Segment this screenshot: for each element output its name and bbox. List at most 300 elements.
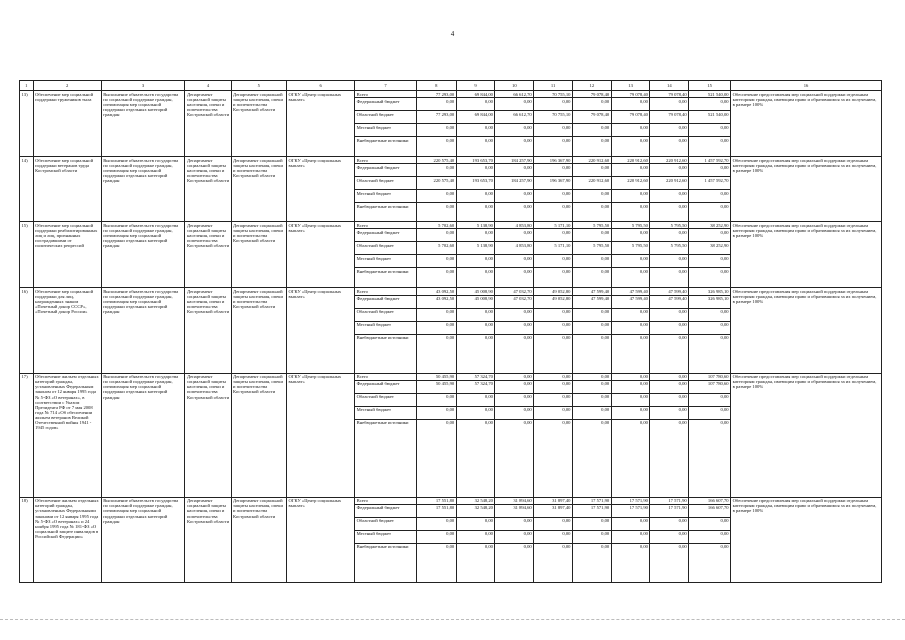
funding-source-label: Федеральный бюджет: [355, 164, 417, 177]
amount-cell: 0,00: [650, 543, 689, 582]
row-number: 18): [20, 497, 34, 582]
amount-cell: 0,00: [650, 373, 689, 380]
amount-cell: 0,00: [456, 229, 495, 242]
amount-cell: 0,00: [534, 137, 573, 157]
recipient: ОГКУ «Центр социальных выплат»: [287, 91, 355, 157]
column-header: 4: [185, 81, 231, 91]
header-row: [20, 81, 882, 91]
expected-result: Обеспечение предоставления мер социальной поддержки отдельным категориям граждан, имеющим право и обратившимся за их получением, в размере 100%: [731, 222, 882, 288]
amount-cell: 220 912,60: [572, 177, 611, 190]
amount-cell: 0,00: [650, 393, 689, 406]
executor: Департамент социальной защиты населения, опеки и попечительства Костромской области: [185, 497, 231, 582]
amount-cell: 0,00: [495, 334, 534, 373]
amount-cell: 0,00: [650, 321, 689, 334]
measure-name: Обеспечение мер социальной поддержки тружеников тыла: [33, 91, 101, 157]
amount-cell: 107 780,60: [689, 373, 731, 380]
amount-cell: 0,00: [611, 321, 650, 334]
amount-cell: 47 599,40: [650, 295, 689, 308]
amount-cell: 0,00: [611, 380, 650, 393]
amount-cell: 0,00: [611, 137, 650, 157]
amount-cell: 79 078,40: [572, 91, 611, 98]
amount-cell: 0,00: [534, 321, 573, 334]
amount-cell: 0,00: [534, 190, 573, 203]
amount-cell: 0,00: [495, 255, 534, 268]
amount-cell: 0,00: [534, 373, 573, 380]
measure-content: Выполнение обязательств государства по социальной поддержке граждан, оптимизация мер социальной поддержки отдельных категорий граждан: [101, 288, 185, 373]
amount-cell: 521 540,00: [689, 91, 731, 98]
amount-cell: 45 008,90: [456, 295, 495, 308]
funding-source-label: Федеральный бюджет: [355, 98, 417, 111]
amount-cell: 0,00: [611, 203, 650, 222]
amount-cell: 0,00: [572, 203, 611, 222]
amount-cell: 0,00: [572, 321, 611, 334]
amount-cell: 0,00: [611, 543, 650, 582]
amount-cell: 107 780,60: [689, 380, 731, 393]
amount-cell: 5 795,50: [650, 222, 689, 229]
amount-cell: 0,00: [572, 255, 611, 268]
amount-cell: 0,00: [495, 190, 534, 203]
amount-cell: 0,00: [650, 334, 689, 373]
amount-cell: 0,00: [456, 393, 495, 406]
amount-cell: 4 853,80: [495, 222, 534, 229]
amount-cell: 47 599,40: [572, 288, 611, 295]
measure-name: Обеспечение мер социальной поддержки реабилитированных лиц и лиц, признанных пострадавшими от политических репрессий: [33, 222, 101, 288]
column-header: 3: [101, 81, 185, 91]
amount-cell: 196 367,90: [534, 177, 573, 190]
measure-content: Выполнение обязательств государства по социальной поддержке граждан, оптимизация мер социальной поддержки отдельных категорий граждан: [101, 497, 185, 582]
amount-cell: 5 138,90: [456, 242, 495, 255]
amount-cell: 193 653,70: [456, 157, 495, 164]
amount-cell: 0,00: [416, 321, 456, 334]
amount-cell: 0,00: [416, 268, 456, 288]
amount-cell: 45 008,90: [456, 288, 495, 295]
amount-cell: 0,00: [534, 308, 573, 321]
amount-cell: 47 032,70: [495, 288, 534, 295]
amount-cell: 0,00: [611, 373, 650, 380]
amount-cell: 0,00: [611, 190, 650, 203]
amount-cell: 0,00: [572, 190, 611, 203]
amount-cell: 38 252,90: [689, 242, 731, 255]
column-header: 13: [611, 81, 650, 91]
amount-cell: 0,00: [495, 517, 534, 530]
amount-cell: 0,00: [611, 255, 650, 268]
scan-edge-divider: [0, 619, 905, 621]
amount-cell: 50 455,90: [416, 380, 456, 393]
measure-name: Обеспечение мер социальной поддержки ветеранов труда Костромской области: [33, 157, 101, 222]
amount-cell: 0,00: [534, 268, 573, 288]
amount-cell: 31 894,60: [495, 504, 534, 517]
amount-cell: 220 912,60: [611, 177, 650, 190]
funding-source-label: Внебюджетные источники: [355, 334, 417, 373]
amount-cell: 0,00: [456, 203, 495, 222]
amount-cell: 0,00: [689, 229, 731, 242]
recipient: ОГКУ «Центр социальных выплат»: [287, 373, 355, 497]
amount-cell: 0,00: [456, 268, 495, 288]
amount-cell: 0,00: [650, 406, 689, 419]
column-header: 15: [689, 81, 731, 91]
amount-cell: 5 795,50: [572, 242, 611, 255]
amount-cell: 69 844,00: [456, 111, 495, 124]
amount-cell: 79 078,40: [611, 91, 650, 98]
column-header: 12: [572, 81, 611, 91]
funding-source-label: Всего: [355, 157, 417, 164]
amount-cell: 0,00: [456, 98, 495, 111]
amount-cell: 0,00: [456, 321, 495, 334]
amount-cell: 220 575,40: [416, 177, 456, 190]
table-row: [20, 222, 882, 229]
measure-content: Выполнение обязательств государства по социальной поддержке граждан, оптимизация мер социальной поддержки отдельных категорий граждан: [101, 157, 185, 222]
amount-cell: 0,00: [456, 334, 495, 373]
measure-name: Обеспечение мер социальной поддержки для лиц, награжденных знаком «Почетный донор СССР», «Почетный донор России»: [33, 288, 101, 373]
amount-cell: 0,00: [689, 419, 731, 497]
amount-cell: 0,00: [572, 517, 611, 530]
amount-cell: 0,00: [495, 321, 534, 334]
funding-source-label: Внебюджетные источники: [355, 419, 417, 497]
amount-cell: 47 599,40: [611, 295, 650, 308]
amount-cell: 0,00: [456, 137, 495, 157]
amount-cell: 0,00: [689, 190, 731, 203]
amount-cell: 0,00: [572, 268, 611, 288]
amount-cell: 0,00: [495, 373, 534, 380]
amount-cell: 0,00: [572, 543, 611, 582]
amount-cell: 0,00: [534, 380, 573, 393]
amount-cell: 79 078,40: [611, 111, 650, 124]
amount-cell: 0,00: [495, 137, 534, 157]
amount-cell: 326 985,10: [689, 295, 731, 308]
column-header: 6: [287, 81, 355, 91]
table-body: [20, 91, 882, 583]
amount-cell: 0,00: [456, 530, 495, 543]
amount-cell: 0,00: [416, 406, 456, 419]
executor: Департамент социальной защиты населения, опеки и попечительства Костромской области: [185, 91, 231, 157]
amount-cell: 5 171,10: [534, 222, 573, 229]
amount-cell: 0,00: [572, 393, 611, 406]
amount-cell: 0,00: [650, 190, 689, 203]
amount-cell: 0,00: [572, 229, 611, 242]
amount-cell: 43 092,50: [416, 288, 456, 295]
amount-cell: 47 599,40: [572, 295, 611, 308]
amount-cell: 0,00: [572, 530, 611, 543]
amount-cell: 17 551,80: [416, 504, 456, 517]
funding-source-label: Всего: [355, 373, 417, 380]
amount-cell: 0,00: [611, 393, 650, 406]
participant: Департамент социальной защиты населения, опеки и попечительства Костромской области: [231, 222, 287, 288]
column-header: 10: [495, 81, 534, 91]
amount-cell: 0,00: [689, 203, 731, 222]
amount-cell: 0,00: [572, 164, 611, 177]
amount-cell: 31 897,40: [534, 504, 573, 517]
amount-cell: 220 912,60: [650, 157, 689, 164]
recipient: ОГКУ «Центр социальных выплат»: [287, 222, 355, 288]
funding-source-label: Внебюджетные источники: [355, 268, 417, 288]
amount-cell: 196 367,90: [534, 157, 573, 164]
expected-result: Обеспечение предоставления мер социальной поддержки отдельным категориям граждан, имеющим право и обратившимся за их получением, в размере 100%: [731, 157, 882, 222]
column-header: 7: [355, 81, 417, 91]
amount-cell: 17 571,90: [611, 497, 650, 504]
amount-cell: 0,00: [416, 98, 456, 111]
amount-cell: 0,00: [495, 393, 534, 406]
amount-cell: 166 607,70: [689, 497, 731, 504]
funding-source-label: Всего: [355, 497, 417, 504]
amount-cell: 66 612,70: [495, 91, 534, 98]
funding-source-label: Федеральный бюджет: [355, 504, 417, 517]
amount-cell: 0,00: [495, 164, 534, 177]
amount-cell: 32 548,20: [456, 504, 495, 517]
amount-cell: 32 548,20: [456, 497, 495, 504]
column-header: 1: [20, 81, 34, 91]
amount-cell: 0,00: [689, 393, 731, 406]
amount-cell: 57 324,70: [456, 373, 495, 380]
amount-cell: 0,00: [650, 229, 689, 242]
amount-cell: 0,00: [416, 530, 456, 543]
amount-cell: 0,00: [689, 530, 731, 543]
participant: Департамент социальной защиты населения, опеки и попечительства Костромской области: [231, 373, 287, 497]
amount-cell: 0,00: [650, 124, 689, 137]
funding-source-label: Внебюджетные источники: [355, 203, 417, 222]
amount-cell: 184 257,90: [495, 177, 534, 190]
amount-cell: 0,00: [572, 98, 611, 111]
amount-cell: 0,00: [534, 393, 573, 406]
amount-cell: 57 324,70: [456, 380, 495, 393]
amount-cell: 0,00: [650, 419, 689, 497]
amount-cell: 0,00: [689, 406, 731, 419]
amount-cell: 0,00: [456, 190, 495, 203]
expected-result: Обеспечение предоставления мер социальной поддержки отдельным категориям граждан, имеющим право и обратившимся за их получением, в размере 100%: [731, 91, 882, 157]
amount-cell: 0,00: [689, 543, 731, 582]
amount-cell: 0,00: [456, 419, 495, 497]
measure-content: Выполнение обязательств государства по социальной поддержке граждан, оптимизация мер социальной поддержки отдельных категорий граждан: [101, 222, 185, 288]
amount-cell: 31 894,60: [495, 497, 534, 504]
amount-cell: 0,00: [611, 268, 650, 288]
amount-cell: 0,00: [689, 164, 731, 177]
amount-cell: 184 257,90: [495, 157, 534, 164]
amount-cell: 79 078,40: [650, 91, 689, 98]
amount-cell: 0,00: [650, 308, 689, 321]
row-number: 17): [20, 373, 34, 497]
amount-cell: 1 457 592,70: [689, 157, 731, 164]
amount-cell: 0,00: [456, 543, 495, 582]
amount-cell: 0,00: [495, 530, 534, 543]
amount-cell: 0,00: [650, 517, 689, 530]
amount-cell: 0,00: [611, 419, 650, 497]
amount-cell: 17 571,90: [572, 497, 611, 504]
funding-source-label: Всего: [355, 91, 417, 98]
amount-cell: 193 653,70: [456, 177, 495, 190]
recipient: ОГКУ «Центр социальных выплат»: [287, 157, 355, 222]
amount-cell: 49 052,80: [534, 288, 573, 295]
amount-cell: 0,00: [650, 380, 689, 393]
amount-cell: 0,00: [416, 229, 456, 242]
amount-cell: 0,00: [495, 229, 534, 242]
amount-cell: 0,00: [534, 98, 573, 111]
amount-cell: 0,00: [611, 164, 650, 177]
amount-cell: 0,00: [416, 393, 456, 406]
amount-cell: 0,00: [495, 124, 534, 137]
amount-cell: 0,00: [689, 268, 731, 288]
amount-cell: 0,00: [650, 268, 689, 288]
executor: Департамент социальной защиты населения, опеки и попечительства Костромской области: [185, 288, 231, 373]
amount-cell: 0,00: [495, 308, 534, 321]
funding-source-label: Областной бюджет: [355, 177, 417, 190]
amount-cell: 17 571,90: [650, 504, 689, 517]
funding-source-label: Областной бюджет: [355, 111, 417, 124]
amount-cell: 0,00: [416, 543, 456, 582]
funding-source-label: Всего: [355, 222, 417, 229]
amount-cell: 0,00: [611, 406, 650, 419]
amount-cell: 0,00: [572, 124, 611, 137]
page-number: 4: [450, 30, 455, 38]
amount-cell: 0,00: [611, 517, 650, 530]
amount-cell: 0,00: [689, 98, 731, 111]
amount-cell: 0,00: [689, 124, 731, 137]
amount-cell: 0,00: [416, 203, 456, 222]
amount-cell: 1 457 592,70: [689, 177, 731, 190]
amount-cell: 0,00: [495, 268, 534, 288]
amount-cell: 17 571,90: [611, 504, 650, 517]
amount-cell: 220 912,60: [650, 177, 689, 190]
amount-cell: 0,00: [416, 137, 456, 157]
amount-cell: 0,00: [611, 98, 650, 111]
expected-result: Обеспечение предоставления мер социальной поддержки отдельным категориям граждан, имеющим право и обратившимся за их получением, в размере 100%: [731, 288, 882, 373]
program-table: [19, 80, 882, 583]
funding-source-label: Областной бюджет: [355, 393, 417, 406]
amount-cell: 0,00: [416, 190, 456, 203]
amount-cell: 166 607,70: [689, 504, 731, 517]
funding-source-label: Всего: [355, 288, 417, 295]
amount-cell: 0,00: [689, 137, 731, 157]
amount-cell: 0,00: [495, 380, 534, 393]
participant: Департамент социальной защиты населения, опеки и попечительства Костромской области: [231, 157, 287, 222]
amount-cell: 0,00: [534, 543, 573, 582]
amount-cell: 5 171,10: [534, 242, 573, 255]
funding-source-label: Местный бюджет: [355, 406, 417, 419]
funding-source-label: Внебюджетные источники: [355, 543, 417, 582]
amount-cell: 0,00: [495, 419, 534, 497]
funding-source-label: Местный бюджет: [355, 190, 417, 203]
column-header: 2: [33, 81, 101, 91]
amount-cell: 47 032,70: [495, 295, 534, 308]
amount-cell: 0,00: [534, 229, 573, 242]
amount-cell: 0,00: [534, 530, 573, 543]
funding-source-label: Областной бюджет: [355, 308, 417, 321]
amount-cell: 38 252,90: [689, 222, 731, 229]
funding-source-label: Федеральный бюджет: [355, 295, 417, 308]
amount-cell: 0,00: [416, 164, 456, 177]
amount-cell: 43 092,50: [416, 295, 456, 308]
amount-cell: 70 755,10: [534, 91, 573, 98]
amount-cell: 0,00: [572, 380, 611, 393]
amount-cell: 220 912,60: [572, 157, 611, 164]
amount-cell: 0,00: [534, 203, 573, 222]
table-row: [20, 497, 882, 504]
amount-cell: 0,00: [689, 517, 731, 530]
amount-cell: 0,00: [650, 203, 689, 222]
amount-cell: 220 575,40: [416, 157, 456, 164]
amount-cell: 69 844,00: [456, 91, 495, 98]
amount-cell: 79 078,40: [572, 111, 611, 124]
amount-cell: 521 540,00: [689, 111, 731, 124]
funding-source-label: Местный бюджет: [355, 255, 417, 268]
column-header: 5: [231, 81, 287, 91]
amount-cell: 0,00: [650, 98, 689, 111]
amount-cell: 0,00: [416, 255, 456, 268]
amount-cell: 47 599,40: [650, 288, 689, 295]
funding-source-label: Местный бюджет: [355, 321, 417, 334]
amount-cell: 0,00: [611, 530, 650, 543]
amount-cell: 17 551,80: [416, 497, 456, 504]
executor: Департамент социальной защиты населения, опеки и попечительства Костромской области: [185, 222, 231, 288]
participant: Департамент социальной защиты населения, опеки и попечительства Костромской области: [231, 497, 287, 582]
amount-cell: 0,00: [572, 334, 611, 373]
amount-cell: 0,00: [495, 406, 534, 419]
expected-result: Обеспечение предоставления мер социальной поддержки отдельным категориям граждан, имеющим право и обратившимся за их получением, в размере 100%: [731, 497, 882, 582]
amount-cell: 0,00: [572, 373, 611, 380]
amount-cell: 0,00: [416, 419, 456, 497]
amount-cell: 5 795,50: [572, 222, 611, 229]
amount-cell: 5 795,50: [611, 242, 650, 255]
amount-cell: 0,00: [572, 137, 611, 157]
amount-cell: 0,00: [456, 255, 495, 268]
amount-cell: 49 052,80: [534, 295, 573, 308]
amount-cell: 70 755,10: [534, 111, 573, 124]
amount-cell: 0,00: [534, 517, 573, 530]
amount-cell: 5 795,50: [611, 222, 650, 229]
executor: Департамент социальной защиты населения, опеки и попечительства Костромской области: [185, 373, 231, 497]
amount-cell: 0,00: [572, 406, 611, 419]
amount-cell: 0,00: [416, 334, 456, 373]
amount-cell: 50 455,90: [416, 373, 456, 380]
table-row: [20, 157, 882, 164]
amount-cell: 0,00: [689, 308, 731, 321]
amount-cell: 0,00: [456, 308, 495, 321]
row-number: 15): [20, 222, 34, 288]
amount-cell: 0,00: [534, 334, 573, 373]
amount-cell: 0,00: [456, 164, 495, 177]
measure-name: Обеспечение жильем отдельных категорий граждан, установленных Федеральным законом от 12 января 1995 года № 5-ФЗ «О ветеранах», в соответствии с Указом Президента РФ от 7 мая 2008 года № 714 «Об обеспечении жильем ветеранов Великой Отечественной войны 1941 - 1945 годов»: [33, 373, 101, 497]
amount-cell: 0,00: [534, 406, 573, 419]
amount-cell: 5 702,60: [416, 242, 456, 255]
funding-source-label: Федеральный бюджет: [355, 229, 417, 242]
column-header: 14: [650, 81, 689, 91]
measure-content: Выполнение обязательств государства по социальной поддержке граждан, оптимизация мер социальной поддержки отдельных категорий граждан: [101, 373, 185, 497]
amount-cell: 0,00: [689, 321, 731, 334]
amount-cell: 0,00: [650, 255, 689, 268]
amount-cell: 79 078,40: [650, 111, 689, 124]
amount-cell: 0,00: [416, 124, 456, 137]
table-row: [20, 288, 882, 295]
amount-cell: 0,00: [495, 98, 534, 111]
column-header: 9: [456, 81, 495, 91]
amount-cell: 0,00: [611, 124, 650, 137]
amount-cell: 0,00: [495, 203, 534, 222]
amount-cell: 47 599,40: [611, 288, 650, 295]
amount-cell: 0,00: [650, 530, 689, 543]
table-row: [20, 91, 882, 98]
amount-cell: 0,00: [689, 255, 731, 268]
amount-cell: 0,00: [416, 308, 456, 321]
amount-cell: 0,00: [534, 124, 573, 137]
recipient: ОГКУ «Центр социальных выплат»: [287, 497, 355, 582]
amount-cell: 0,00: [534, 164, 573, 177]
amount-cell: 17 571,90: [572, 504, 611, 517]
amount-cell: 0,00: [456, 517, 495, 530]
amount-cell: 5 702,60: [416, 222, 456, 229]
amount-cell: 326 985,10: [689, 288, 731, 295]
funding-source-label: Местный бюджет: [355, 124, 417, 137]
amount-cell: 0,00: [689, 334, 731, 373]
amount-cell: 0,00: [572, 308, 611, 321]
row-number: 14): [20, 157, 34, 222]
